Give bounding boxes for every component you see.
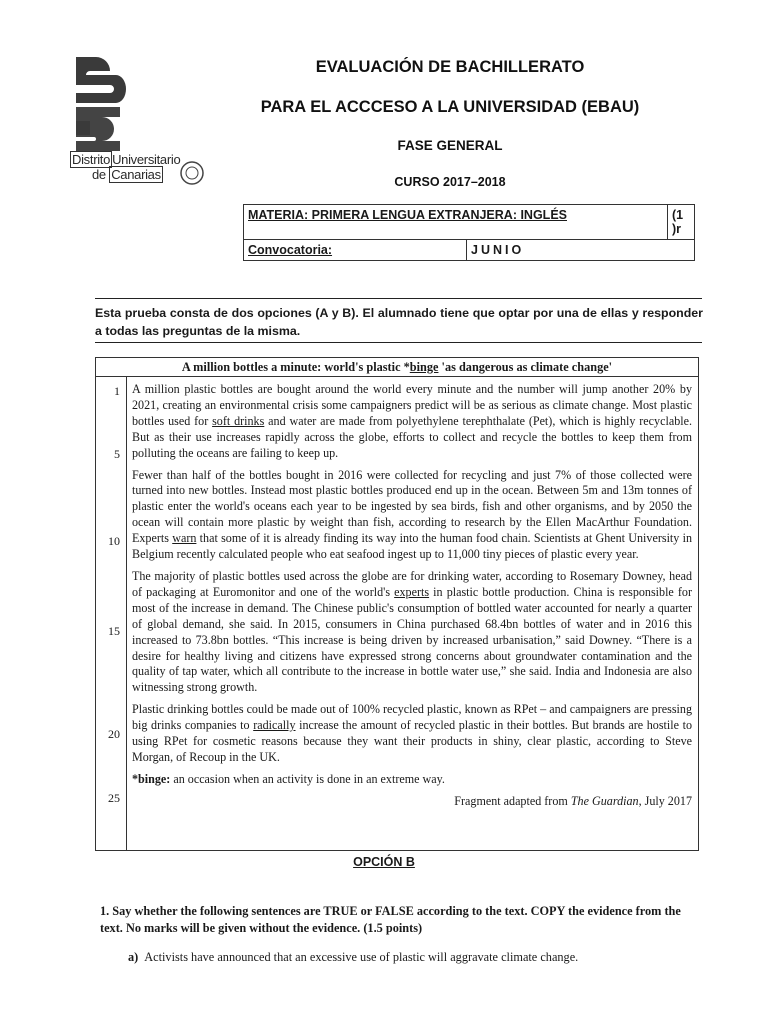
line-number: 5 bbox=[114, 447, 120, 461]
article-paragraph: A million plastic bottles are bought around the world every minute and the number will jump another 20% by 2021, creating an environmental crisis some campaigners predict will be as serious as climate change. Most plastic bottles used for soft drinks and water are made from polyethylene terephthalate (Pet), which is highly recyclable. But as their use increases rapidly across the globe, efforts to collect and recycle the bottles to keep them from polluting the oceans are failing to keep up. bbox=[132, 382, 692, 460]
code-cell: (1 )r bbox=[668, 205, 695, 240]
article-paragraph: The majority of plastic bottles used across the globe are for drinking water, according to Rosemary Downey, head of packaging at Euromonitor and one of the world's experts in plastic bottle production. China is responsible for most of the increase in demand. The Chinese public's consumption of bottled water accounted for nearly a quarter of global demand, she said. In 2015, consumers in China purchased 68.4bn bottles of water and in 2016 this increased to 73.8bn bottles. “This increase is being driven by increased urbanisation,” said Downey. “There is a desire for healthy living and citizens have expressed strong concerns about groundwater contamination and the quality of tap water, which all contribute to the increase in bottle water use,” she said. India and Indonesia are also witnessing strong growth. bbox=[132, 568, 693, 695]
divider-top bbox=[95, 298, 702, 299]
convocatoria-label: Convocatoria: bbox=[244, 240, 467, 261]
exam-phase: FASE GENERAL bbox=[397, 138, 503, 153]
question-1a: a) Activists have announced that an excessive use of plastic will aggravate climate change. bbox=[128, 950, 579, 964]
reading-text-box bbox=[95, 357, 699, 851]
subject-cell: MATERIA: PRIMERA LENGUA EXTRANJERA: INGLÉS bbox=[244, 205, 668, 240]
line-number-divider bbox=[126, 376, 127, 850]
option-heading: OPCIÓN B bbox=[353, 855, 415, 869]
footnote: *binge: an occasion when an activity is done in an extreme way. bbox=[132, 771, 445, 786]
divider-bottom bbox=[95, 342, 702, 343]
article-paragraph: Fewer than half of the bottles bought in 2016 were collected for recycling and just 7% of those collected were turned into new bottles. Instead most plastic bottles produced end up in the ocean. Between 5m and 13m tonnes of plastic enter the world's oceans each year to be ingested by sea birds, fish and other organisms, and by 2050 the ocean will contain more plastic by weight than fish, according to research by the Ellen MacArthur Foundation. Experts warn that some of it is already finding its way into the human food chain. Scientists at Ghent University in Belgium recently calculated people who eat seafood ingest up to 11,000 tiny pieces of plastic every year. bbox=[132, 467, 693, 562]
convocatoria-value: JUNIO bbox=[467, 240, 695, 261]
article-paragraph: Plastic drinking bottles could be made out of 100% recycled plastic, known as RPet – and campaigners are pressing big drinks companies to radically increase the amount of recycled plastic in their bottles. But brands are hostile to using RPet for cosmetic reasons because they want their products in shiny, clear plastic, according to Steve Morgan, of Recoup in the UK. bbox=[132, 702, 693, 764]
exam-title: EVALUACIÓN DE BACHILLERATO bbox=[315, 58, 585, 76]
subject-table bbox=[243, 204, 695, 261]
line-number: 10 bbox=[108, 534, 120, 548]
line-number: 25 bbox=[108, 791, 120, 805]
exam-instructions: Esta prueba consta de dos opciones (A y B). El alumnado tiene que optar por una de ellas y responder a todas las preguntas de la misma. bbox=[95, 306, 703, 338]
line-number: 15 bbox=[108, 624, 120, 638]
question-1: 1. Say whether the following sentences are TRUE or FALSE according to the text. COPY the evidence from the text. No marks will be given without the evidence. (1.5 points) bbox=[100, 904, 681, 935]
line-number: 1 bbox=[114, 384, 120, 398]
source-credit: Fragment adapted from The Guardian, July 2017 bbox=[454, 793, 692, 808]
article-headline: A million bottles a minute: world's plastic *binge 'as dangerous as climate change' bbox=[181, 360, 613, 374]
logo-text-line1: Distrito Universitario bbox=[72, 152, 181, 167]
article-body bbox=[132, 382, 692, 810]
logo-text-line2: de Canarias bbox=[92, 167, 161, 182]
exam-subtitle: PARA EL ACCCESO A LA UNIVERSIDAD (EBAU) bbox=[260, 98, 640, 116]
headline-divider bbox=[96, 376, 698, 377]
line-number: 20 bbox=[108, 727, 120, 741]
exam-year: CURSO 2017–2018 bbox=[394, 175, 506, 189]
